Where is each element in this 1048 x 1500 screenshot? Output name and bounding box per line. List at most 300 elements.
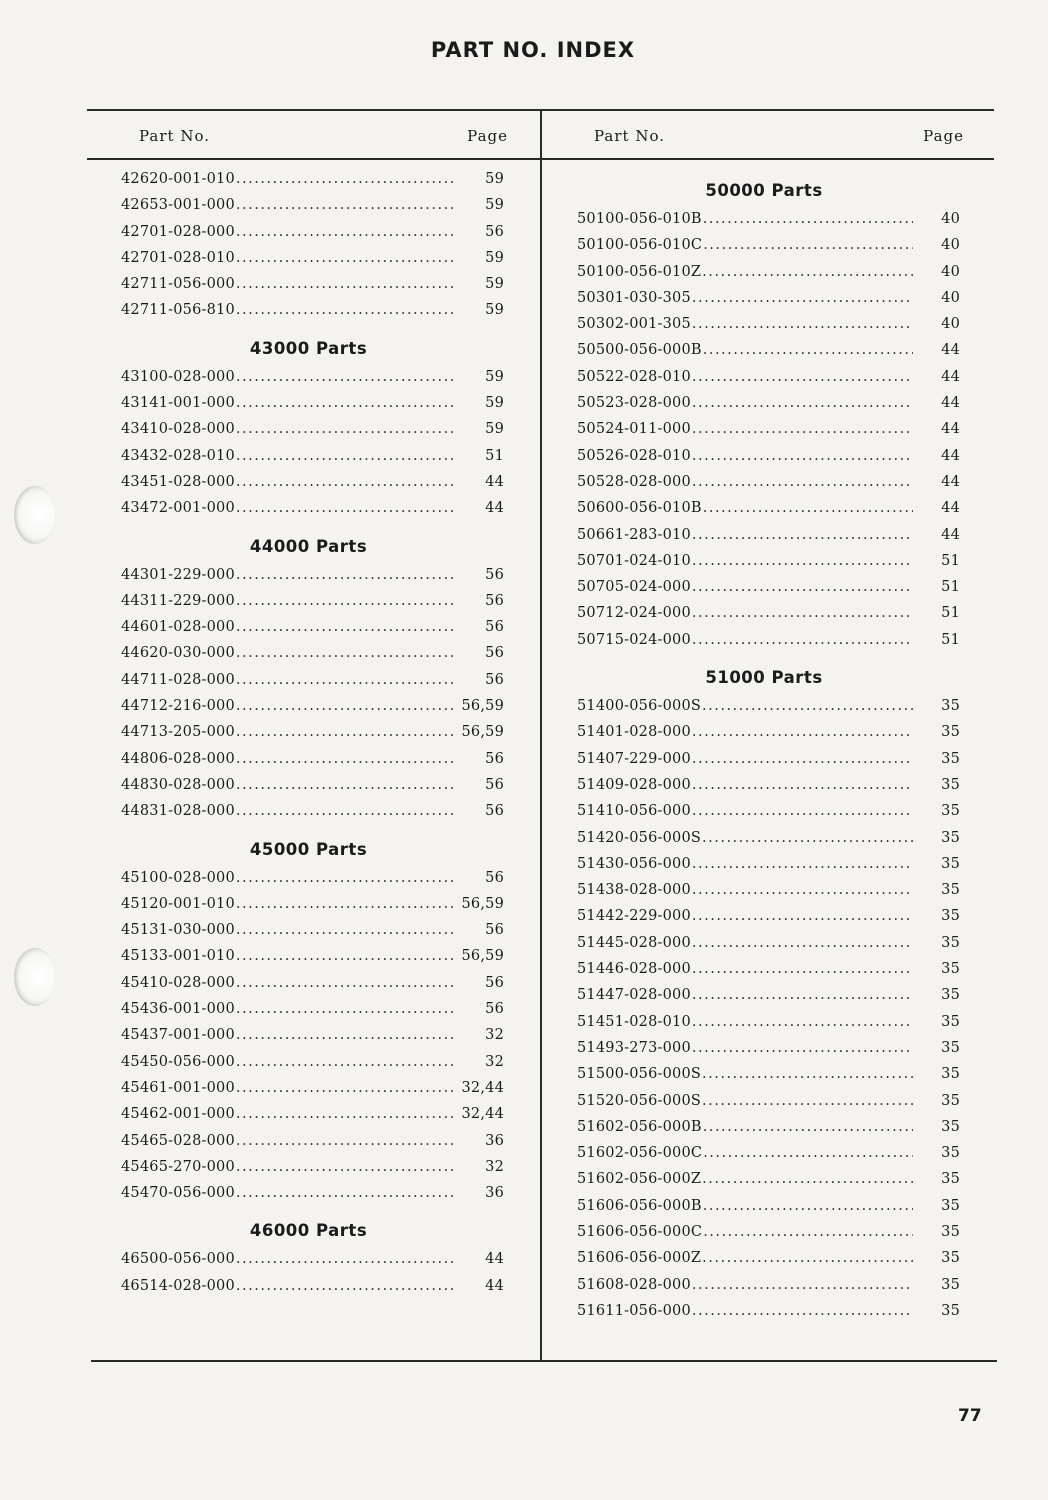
- page-reference: 35: [941, 1013, 960, 1030]
- dot-leader: [236, 369, 457, 385]
- part-number: 45100-028-000: [121, 869, 235, 886]
- page-reference: 56: [485, 922, 504, 939]
- part-number: 51520-056-000S: [577, 1092, 702, 1109]
- part-number: 50712-024-000: [577, 605, 691, 622]
- index-entry: [87, 567, 540, 593]
- page-heading: Page: [923, 127, 964, 145]
- dot-leader: [702, 264, 913, 280]
- part-number: 51602-056-000B: [577, 1118, 702, 1135]
- page-reference: 32: [485, 1158, 504, 1175]
- page-reference: 35: [941, 698, 960, 715]
- index-entry: [87, 302, 540, 328]
- part-number: 50302-001-305: [577, 316, 691, 333]
- page-reference: 44: [941, 500, 960, 517]
- dot-leader: [692, 935, 913, 951]
- part-number: 44301-229-000: [121, 566, 235, 583]
- page-reference: 35: [941, 1118, 960, 1135]
- dot-leader: [236, 224, 457, 240]
- index-entry: [542, 290, 996, 316]
- part-number: 44601-028-000: [121, 619, 235, 636]
- part-number: 50523-028-000: [577, 395, 691, 412]
- dot-leader: [692, 579, 913, 595]
- page-reference: 51: [941, 605, 960, 622]
- part-number: 42653-001-000: [121, 197, 235, 214]
- index-entry: [87, 1278, 540, 1304]
- dot-leader: [703, 1119, 913, 1135]
- index-entry: [87, 803, 540, 829]
- page-reference: 40: [941, 211, 960, 227]
- index-entry: [542, 632, 996, 658]
- index-entry: [87, 474, 540, 500]
- page-reference: 40: [941, 237, 960, 254]
- dot-leader: [703, 342, 913, 358]
- page-reference: 51: [941, 631, 960, 648]
- index-entry: [87, 672, 540, 698]
- page-reference: 35: [941, 1276, 960, 1293]
- page-reference: 35: [941, 987, 960, 1004]
- dot-leader: [692, 1303, 913, 1319]
- dot-leader: [236, 645, 457, 661]
- dot-leader: [236, 421, 457, 437]
- dot-leader: [236, 1251, 457, 1267]
- index-entry: [542, 698, 996, 724]
- dot-leader: [692, 527, 913, 543]
- page-reference: 44: [941, 421, 960, 438]
- part-number: 50701-024-010: [577, 552, 691, 569]
- dot-leader: [236, 395, 457, 411]
- dot-leader: [692, 553, 913, 569]
- part-number: 51451-028-010: [577, 1013, 691, 1030]
- index-entry: [87, 645, 540, 671]
- part-number: 51447-028-000: [577, 987, 691, 1004]
- index-entry: [87, 1133, 540, 1159]
- page-heading: Page: [467, 127, 508, 145]
- part-no-heading: Part No.: [139, 127, 210, 145]
- page-reference: 40: [941, 263, 960, 280]
- part-number: 51420-056-000S: [577, 829, 702, 846]
- part-number: 50301-030-305: [577, 289, 691, 306]
- part-number: 45437-001-000: [121, 1027, 235, 1044]
- index-entry: [542, 724, 996, 750]
- dot-leader: [236, 777, 457, 793]
- index-entry: [542, 1198, 996, 1224]
- dot-leader: [236, 896, 457, 912]
- index-entry: [542, 1066, 996, 1092]
- part-number: 45470-056-000: [121, 1185, 235, 1202]
- page-reference: 56: [485, 1001, 504, 1018]
- index-entry: [542, 908, 996, 934]
- part-number: 50100-056-010C: [577, 237, 703, 254]
- part-number: 45410-028-000: [121, 974, 235, 991]
- dot-leader: [692, 724, 913, 740]
- part-number: 42711-056-000: [121, 276, 235, 293]
- dot-leader: [692, 908, 913, 924]
- dot-leader: [236, 672, 457, 688]
- part-number: 50600-056-010B: [577, 500, 702, 517]
- part-number: 42711-056-810: [121, 302, 235, 319]
- page-reference: 56,59: [461, 948, 504, 965]
- left-column: [87, 110, 540, 1360]
- page-title: PART NO. INDEX: [430, 38, 636, 62]
- index-entry: [87, 224, 540, 250]
- part-number: 51606-056-000Z: [577, 1250, 702, 1267]
- page-reference: 56: [485, 592, 504, 609]
- part-number: 45465-028-000: [121, 1132, 235, 1149]
- page-reference: 35: [941, 829, 960, 846]
- page-reference: 59: [485, 302, 504, 319]
- page-reference: 59: [485, 421, 504, 438]
- dot-leader: [692, 448, 913, 464]
- page-reference: 35: [941, 961, 960, 978]
- index-entry: [542, 777, 996, 803]
- index-entry: [87, 197, 540, 223]
- page-reference: 56: [485, 750, 504, 767]
- page-reference: 35: [941, 1171, 960, 1188]
- part-number: 44712-216-000: [121, 698, 235, 715]
- dot-leader: [702, 830, 913, 846]
- right-index-list: [542, 159, 996, 1329]
- part-number: 50705-024-000: [577, 579, 691, 596]
- index-entry: [87, 421, 540, 447]
- part-number: 43100-028-000: [121, 368, 235, 385]
- index-entry: [542, 935, 996, 961]
- part-number: 45436-001-000: [121, 1001, 235, 1018]
- page-reference: 35: [941, 803, 960, 820]
- page-reference: 35: [941, 908, 960, 925]
- dot-leader: [702, 1093, 913, 1109]
- index-entry: [542, 1303, 996, 1329]
- index-entry: [87, 1185, 540, 1211]
- section-heading: 45000 Parts: [249, 839, 368, 859]
- index-entry: [542, 1093, 996, 1119]
- dot-leader: [236, 1080, 457, 1096]
- page-reference: 51: [941, 552, 960, 569]
- part-number: 51401-028-000: [577, 724, 691, 741]
- dot-leader: [236, 1278, 457, 1294]
- right-column-header: [542, 110, 996, 159]
- page-reference: 32: [485, 1053, 504, 1070]
- part-number: 50522-028-010: [577, 368, 691, 385]
- page-reference: 56: [485, 671, 504, 688]
- part-number: 50715-024-000: [577, 631, 691, 648]
- page-reference: 44: [941, 395, 960, 412]
- page-reference: 44: [941, 526, 960, 543]
- index-entry: [542, 961, 996, 987]
- index-entry: [542, 316, 996, 342]
- part-number: 51500-056-000S: [577, 1066, 702, 1083]
- page-reference: 35: [941, 1039, 960, 1056]
- dot-leader: [236, 1185, 457, 1201]
- page-reference: 56: [485, 619, 504, 636]
- right-column: [540, 110, 996, 1360]
- page-reference: 51: [485, 447, 504, 464]
- index-entry: [542, 1250, 996, 1276]
- part-number: 51493-273-000: [577, 1039, 691, 1056]
- dot-leader: [692, 369, 913, 385]
- index-entry: [542, 342, 996, 368]
- index-entry: [542, 751, 996, 777]
- page-reference: 59: [485, 171, 504, 187]
- index-entry: [542, 553, 996, 579]
- index-entry: [87, 250, 540, 276]
- part-number: 45120-001-010: [121, 895, 235, 912]
- page-reference: 35: [941, 1145, 960, 1162]
- page-reference: 35: [941, 1197, 960, 1214]
- dot-leader: [692, 856, 913, 872]
- index-entry: [542, 830, 996, 856]
- dot-leader: [236, 474, 457, 490]
- index-entry: [87, 1106, 540, 1132]
- dot-leader: [692, 803, 913, 819]
- part-no-heading: Part No.: [594, 127, 665, 145]
- dot-leader: [692, 421, 913, 437]
- dot-leader: [236, 724, 457, 740]
- dot-leader: [703, 237, 913, 253]
- page-reference: 56: [485, 223, 504, 240]
- index-entry: [87, 1001, 540, 1027]
- index-entry: [87, 1027, 540, 1053]
- part-number: 51608-028-000: [577, 1276, 691, 1293]
- index-entry: [87, 896, 540, 922]
- index-entry: [542, 211, 996, 237]
- dot-leader: [236, 751, 457, 767]
- page-number: 77: [958, 1406, 982, 1426]
- part-number: 51446-028-000: [577, 961, 691, 978]
- dot-leader: [236, 1054, 457, 1070]
- dot-leader: [692, 474, 913, 490]
- dot-leader: [236, 302, 457, 318]
- page-reference: 44: [485, 1277, 504, 1294]
- page-reference: 36: [485, 1185, 504, 1202]
- page-reference: 44: [941, 447, 960, 464]
- page-reference: 40: [941, 289, 960, 306]
- page-reference: 35: [941, 750, 960, 767]
- part-number: 43472-001-000: [121, 500, 235, 517]
- page-reference: 59: [485, 368, 504, 385]
- part-number: 45450-056-000: [121, 1053, 235, 1070]
- page-reference: 35: [941, 855, 960, 872]
- part-number: 43141-001-000: [121, 395, 235, 412]
- section-heading: 43000 Parts: [249, 338, 368, 358]
- page-reference: 35: [941, 1092, 960, 1109]
- dot-leader: [692, 395, 913, 411]
- part-number: 51611-056-000: [577, 1302, 691, 1319]
- dot-leader: [236, 567, 457, 583]
- page-reference: 32,44: [461, 1106, 504, 1123]
- page-reference: 56: [485, 776, 504, 793]
- page-reference: 40: [941, 316, 960, 333]
- dot-leader: [236, 1133, 457, 1149]
- part-number: 51410-056-000: [577, 803, 691, 820]
- index-entry: [542, 1277, 996, 1303]
- part-number: 51442-229-000: [577, 908, 691, 925]
- dot-leader: [236, 448, 457, 464]
- index-entry: [87, 870, 540, 896]
- dot-leader: [236, 698, 457, 714]
- page-reference: 35: [941, 1302, 960, 1319]
- index-entry: [542, 395, 996, 421]
- index-entry: [87, 619, 540, 645]
- part-number: 50526-028-010: [577, 447, 691, 464]
- dot-leader: [236, 276, 457, 292]
- page-reference: 59: [485, 395, 504, 412]
- dot-leader: [236, 171, 457, 187]
- part-number: 51430-056-000: [577, 855, 691, 872]
- part-number: 51400-056-000S: [577, 698, 702, 715]
- dot-leader: [692, 961, 913, 977]
- page-reference: 44: [941, 342, 960, 359]
- dot-leader: [692, 632, 913, 648]
- page-reference: 59: [485, 276, 504, 293]
- part-number: 45133-001-010: [121, 948, 235, 965]
- dot-leader: [702, 1171, 913, 1187]
- index-entry: [542, 803, 996, 829]
- index-entry: [87, 1159, 540, 1185]
- page-reference: 59: [485, 197, 504, 214]
- part-number: 51409-028-000: [577, 776, 691, 793]
- part-number: 50528-028-000: [577, 473, 691, 490]
- dot-leader: [236, 803, 457, 819]
- dot-leader: [236, 1027, 457, 1043]
- dot-leader: [702, 1250, 913, 1266]
- part-number: 50100-056-010B: [577, 211, 702, 227]
- binder-hole-top: [14, 486, 56, 544]
- section-heading: 51000 Parts: [705, 668, 823, 688]
- index-entry: [87, 171, 540, 197]
- index-entry: [542, 448, 996, 474]
- index-entry: [87, 724, 540, 750]
- page-reference: 36: [485, 1132, 504, 1149]
- page-reference: 59: [485, 249, 504, 266]
- index-entry: [542, 527, 996, 553]
- index-entry: [542, 1171, 996, 1197]
- part-number: 42620-001-010: [121, 171, 235, 187]
- dot-leader: [692, 882, 913, 898]
- index-entry: [87, 751, 540, 777]
- dot-leader: [692, 1040, 913, 1056]
- part-number: 51438-028-000: [577, 882, 691, 899]
- dot-leader: [236, 1106, 457, 1122]
- part-number: 51407-229-000: [577, 750, 691, 767]
- page-reference: 56: [485, 869, 504, 886]
- index-entry: [87, 948, 540, 974]
- index-entry: [542, 987, 996, 1013]
- part-number: 44620-030-000: [121, 645, 235, 662]
- index-entry: [87, 698, 540, 724]
- index-entry: [542, 605, 996, 631]
- dot-leader: [236, 922, 457, 938]
- dot-leader: [236, 197, 457, 213]
- dot-leader: [692, 316, 913, 332]
- dot-leader: [692, 605, 913, 621]
- page-reference: 44: [485, 1251, 504, 1268]
- bottom-rule: [91, 1360, 997, 1362]
- page-reference: 56: [485, 645, 504, 662]
- dot-leader: [236, 593, 457, 609]
- index-entry: [87, 922, 540, 948]
- index-entry: [542, 264, 996, 290]
- left-column-header: [87, 110, 540, 159]
- dot-leader: [692, 1277, 913, 1293]
- dot-leader: [236, 500, 457, 516]
- index-entry: [87, 1080, 540, 1106]
- page-reference: 56,59: [461, 724, 504, 741]
- page-reference: 44: [485, 500, 504, 517]
- part-number: 45465-270-000: [121, 1158, 235, 1175]
- index-entry: [87, 369, 540, 395]
- part-number: 51606-056-000C: [577, 1223, 703, 1240]
- page-reference: 44: [941, 473, 960, 490]
- left-index-list: [87, 159, 540, 1304]
- page-reference: 56,59: [461, 698, 504, 715]
- index-entry: [87, 777, 540, 803]
- index-entry: [542, 500, 996, 526]
- dot-leader: [703, 211, 913, 227]
- index-entry: [87, 276, 540, 302]
- index-entry: [542, 421, 996, 447]
- page-reference: 32,44: [461, 1079, 504, 1096]
- part-number: 44711-028-000: [121, 671, 235, 688]
- dot-leader: [702, 698, 913, 714]
- part-number: 50524-011-000: [577, 421, 691, 438]
- section-heading: 44000 Parts: [249, 536, 368, 556]
- index-entry: [542, 474, 996, 500]
- dot-leader: [692, 987, 913, 1003]
- dot-leader: [702, 1066, 913, 1082]
- section-heading: 46000 Parts: [249, 1221, 368, 1241]
- dot-leader: [703, 500, 913, 516]
- dot-leader: [703, 1145, 913, 1161]
- part-number: 44713-205-000: [121, 724, 235, 741]
- page-reference: 32: [485, 1027, 504, 1044]
- index-entry: [542, 369, 996, 395]
- page-reference: 35: [941, 724, 960, 741]
- index-entry: [87, 448, 540, 474]
- page-reference: 44: [485, 473, 504, 490]
- part-number: 45461-001-000: [121, 1079, 235, 1096]
- dot-leader: [236, 975, 457, 991]
- part-number: 46514-028-000: [121, 1277, 235, 1294]
- index-entry: [87, 593, 540, 619]
- part-number: 51602-056-000Z: [577, 1171, 702, 1188]
- index-entry: [542, 882, 996, 908]
- index-entry: [542, 856, 996, 882]
- index-entry: [87, 395, 540, 421]
- dot-leader: [236, 1001, 457, 1017]
- dot-leader: [703, 1198, 913, 1214]
- part-number: 51606-056-000B: [577, 1197, 702, 1214]
- part-number: 46500-056-000: [121, 1251, 235, 1268]
- part-number: 51602-056-000C: [577, 1145, 703, 1162]
- part-number: 45462-001-000: [121, 1106, 235, 1123]
- part-number: 43410-028-000: [121, 421, 235, 438]
- part-number: 44831-028-000: [121, 803, 235, 820]
- page-reference: 35: [941, 1223, 960, 1240]
- part-number: 50100-056-010Z: [577, 263, 702, 280]
- index-entry: [542, 1224, 996, 1250]
- page-reference: 51: [941, 579, 960, 596]
- part-number: 42701-028-000: [121, 223, 235, 240]
- part-number: 42701-028-010: [121, 249, 235, 266]
- part-number: 43451-028-000: [121, 473, 235, 490]
- dot-leader: [692, 751, 913, 767]
- dot-leader: [692, 777, 913, 793]
- page-reference: 35: [941, 934, 960, 951]
- index-entry: [87, 975, 540, 1001]
- part-number: 50661-283-010: [577, 526, 691, 543]
- index-entry: [542, 1040, 996, 1066]
- dot-leader: [236, 250, 457, 266]
